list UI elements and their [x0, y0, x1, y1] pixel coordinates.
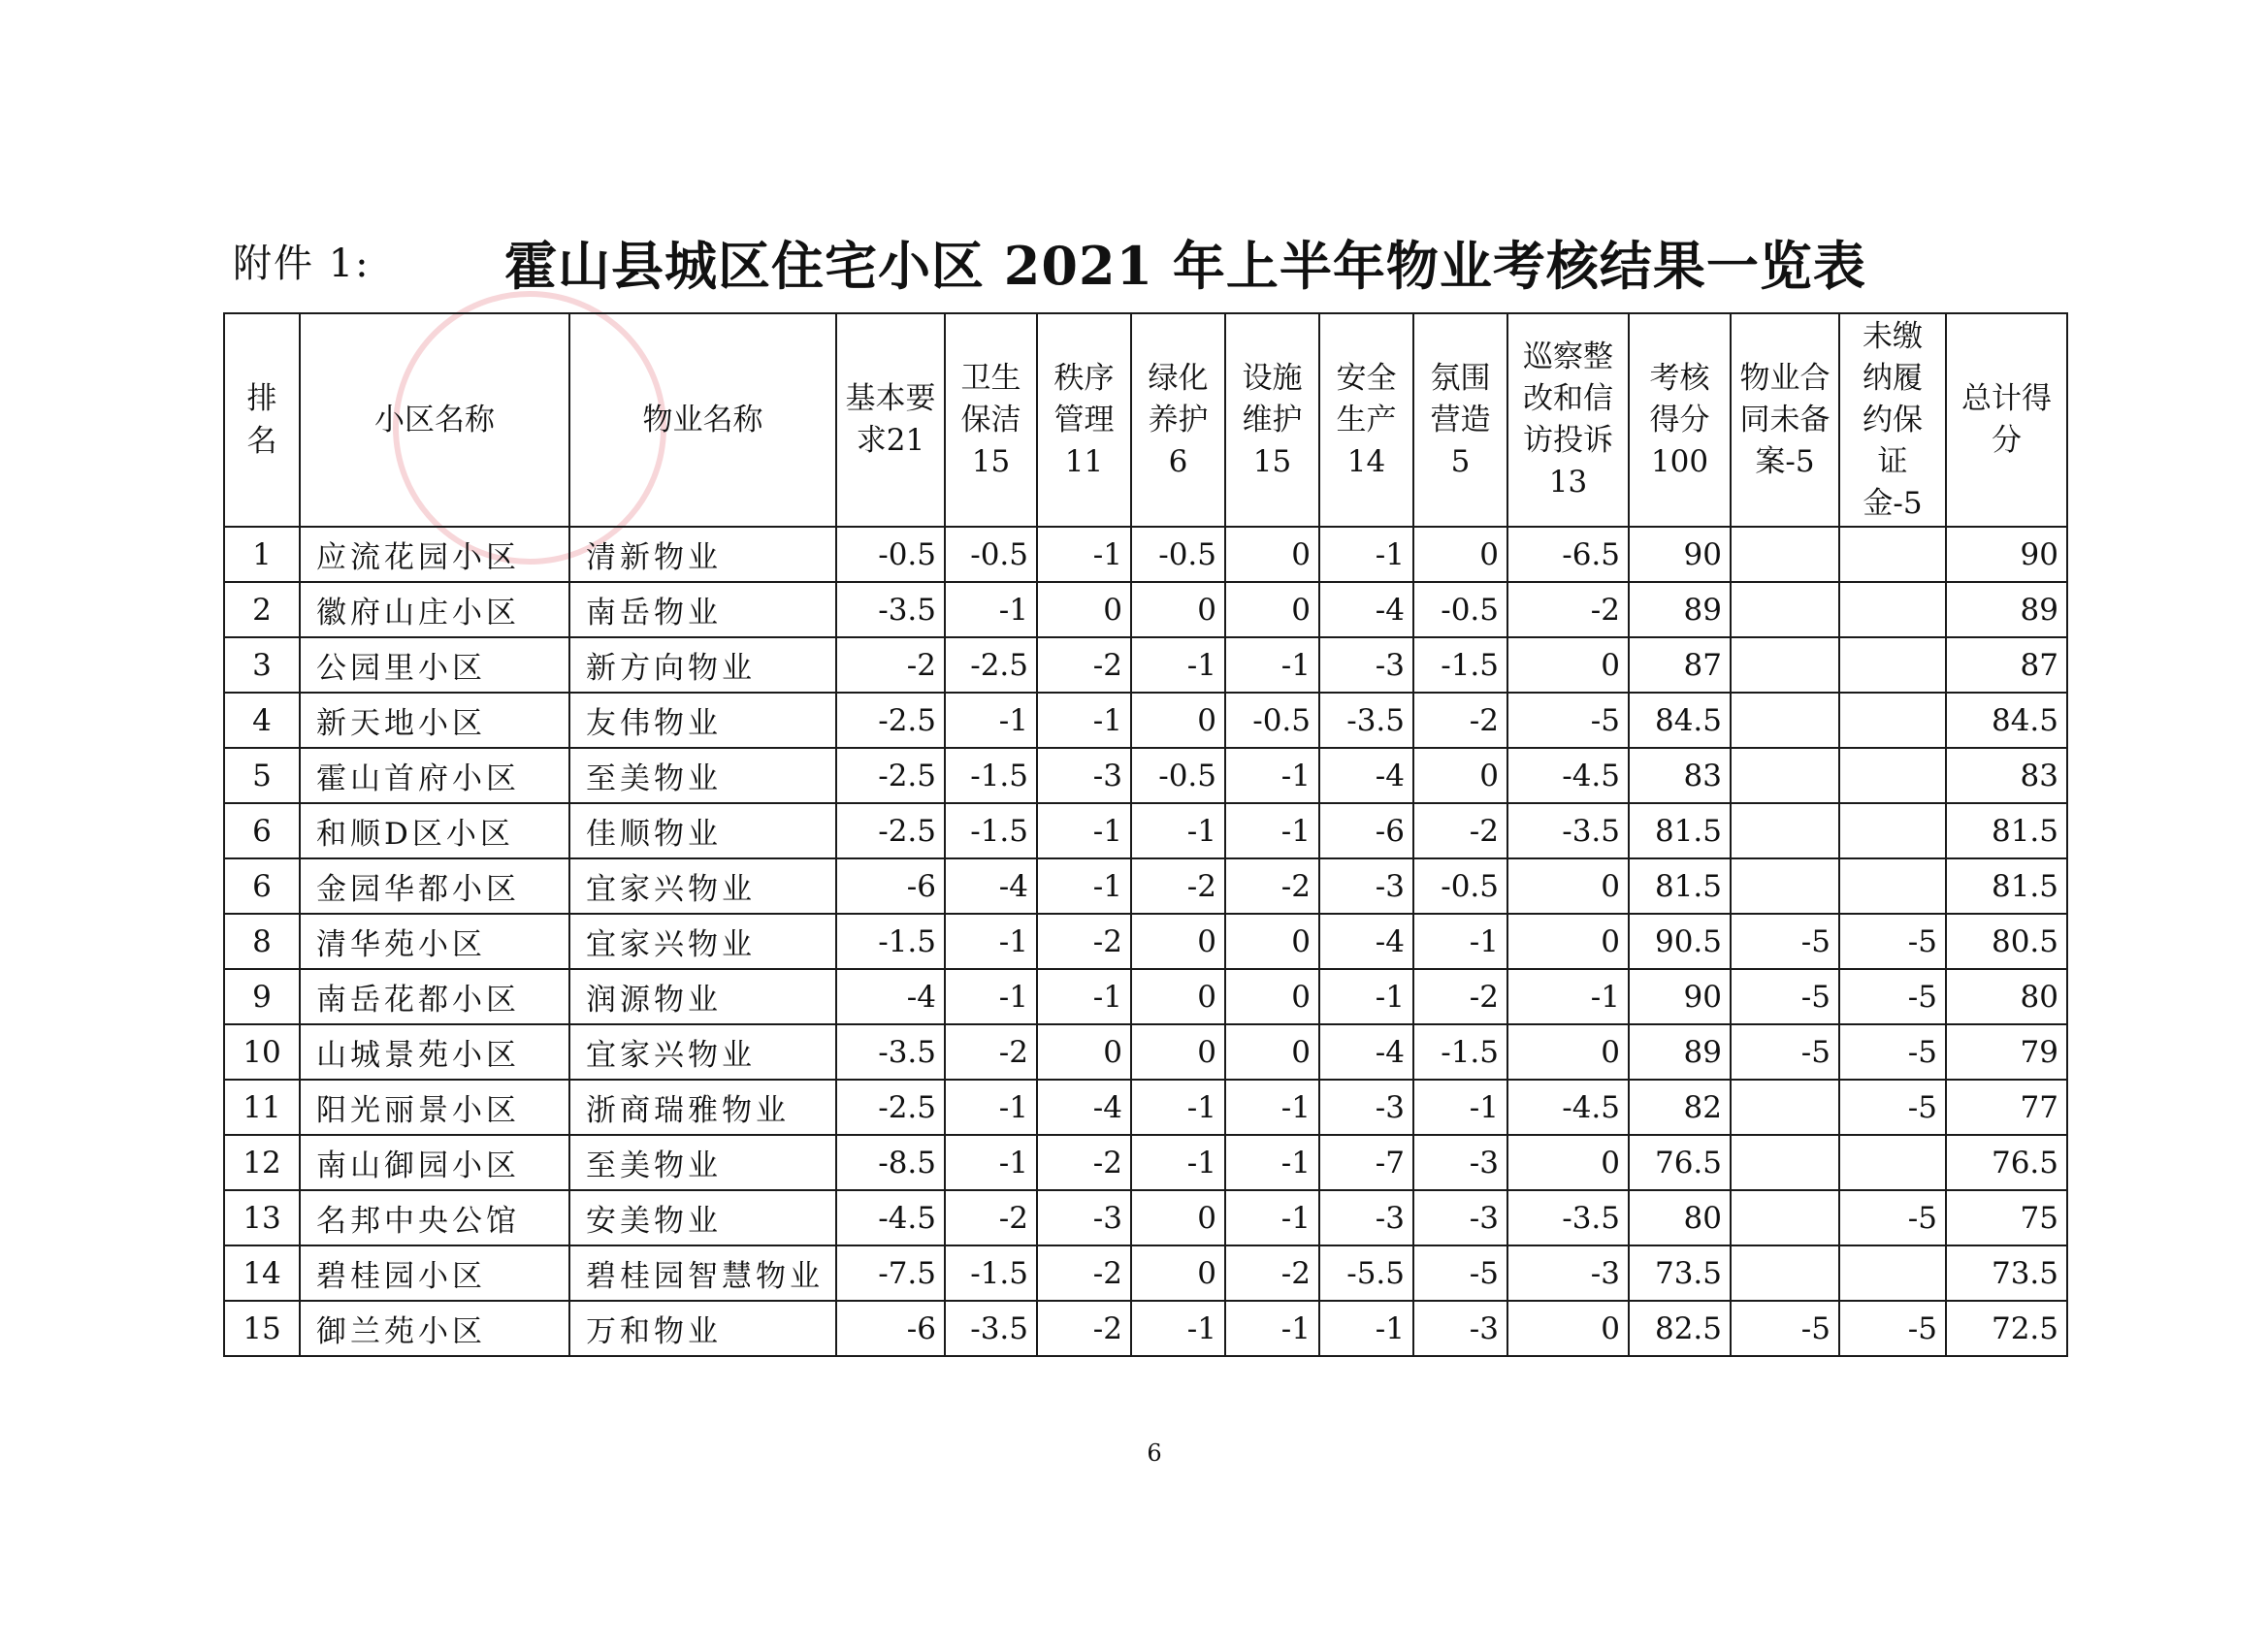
cell-basic: -6 [836, 858, 945, 914]
cell-atmosphere: -1.5 [1413, 637, 1507, 693]
cell-contract: -5 [1731, 914, 1839, 969]
cell-community: 金园华都小区 [300, 858, 569, 914]
cell-company: 南岳物业 [569, 582, 836, 637]
col-header-greening: 绿化养护6 [1131, 313, 1225, 527]
cell-safety: -4 [1319, 914, 1413, 969]
cell-total: 90 [1946, 527, 2067, 582]
page-number: 6 [1147, 1439, 1162, 1467]
cell-basic: -7.5 [836, 1245, 945, 1301]
cell-assessment: 90.5 [1629, 914, 1731, 969]
cell-order: -1 [1037, 969, 1131, 1024]
cell-order: -2 [1037, 914, 1131, 969]
cell-inspection: -2 [1507, 582, 1629, 637]
cell-total: 81.5 [1946, 803, 2067, 858]
cell-order: -3 [1037, 748, 1131, 803]
cell-basic: -2.5 [836, 693, 945, 748]
cell-atmosphere: 0 [1413, 748, 1507, 803]
cell-hygiene: -3.5 [945, 1301, 1037, 1356]
cell-total: 84.5 [1946, 693, 2067, 748]
cell-order: -2 [1037, 637, 1131, 693]
cell-greening: 0 [1131, 582, 1225, 637]
cell-contract [1731, 693, 1839, 748]
cell-hygiene: -4 [945, 858, 1037, 914]
col-header-contract: 物业合同未备案-5 [1731, 313, 1839, 527]
cell-atmosphere: -2 [1413, 693, 1507, 748]
cell-company: 润源物业 [569, 969, 836, 1024]
cell-safety: -6 [1319, 803, 1413, 858]
cell-greening: -1 [1131, 1135, 1225, 1190]
cell-facility: 0 [1225, 969, 1319, 1024]
cell-atmosphere: -0.5 [1413, 858, 1507, 914]
cell-greening: 0 [1131, 1190, 1225, 1245]
cell-basic: -8.5 [836, 1135, 945, 1190]
cell-inspection: 0 [1507, 1301, 1629, 1356]
cell-rank: 8 [224, 914, 300, 969]
cell-contract [1731, 858, 1839, 914]
cell-assessment: 82.5 [1629, 1301, 1731, 1356]
cell-inspection: -4.5 [1507, 748, 1629, 803]
cell-facility: -1 [1225, 803, 1319, 858]
table-row [224, 748, 2067, 803]
cell-facility: 0 [1225, 527, 1319, 582]
cell-total: 79 [1946, 1024, 2067, 1080]
cell-total: 89 [1946, 582, 2067, 637]
cell-hygiene: -0.5 [945, 527, 1037, 582]
cell-facility: -1 [1225, 748, 1319, 803]
cell-contract [1731, 748, 1839, 803]
cell-assessment: 90 [1629, 527, 1731, 582]
cell-basic: -4 [836, 969, 945, 1024]
cell-hygiene: -1.5 [945, 803, 1037, 858]
cell-assessment: 73.5 [1629, 1245, 1731, 1301]
table-row [224, 1135, 2067, 1190]
cell-contract: -5 [1731, 969, 1839, 1024]
cell-greening: -1 [1131, 1301, 1225, 1356]
cell-deposit [1839, 1245, 1946, 1301]
table-header-row [224, 313, 2067, 527]
cell-rank: 5 [224, 748, 300, 803]
cell-basic: -3.5 [836, 1024, 945, 1080]
cell-deposit [1839, 858, 1946, 914]
cell-community: 霍山首府小区 [300, 748, 569, 803]
cell-hygiene: -1 [945, 1080, 1037, 1135]
cell-safety: -5.5 [1319, 1245, 1413, 1301]
cell-contract [1731, 1190, 1839, 1245]
cell-deposit: -5 [1839, 1301, 1946, 1356]
cell-total: 80.5 [1946, 914, 2067, 969]
cell-greening: -0.5 [1131, 527, 1225, 582]
cell-atmosphere: -2 [1413, 969, 1507, 1024]
cell-inspection: 0 [1507, 914, 1629, 969]
cell-atmosphere: -5 [1413, 1245, 1507, 1301]
cell-rank: 11 [224, 1080, 300, 1135]
cell-community: 南岳花都小区 [300, 969, 569, 1024]
cell-community: 山城景苑小区 [300, 1024, 569, 1080]
cell-community: 名邦中央公馆 [300, 1190, 569, 1245]
cell-total: 87 [1946, 637, 2067, 693]
cell-total: 83 [1946, 748, 2067, 803]
cell-facility: -1 [1225, 1301, 1319, 1356]
cell-total: 81.5 [1946, 858, 2067, 914]
cell-greening: -1 [1131, 803, 1225, 858]
cell-basic: -2.5 [836, 748, 945, 803]
cell-total: 72.5 [1946, 1301, 2067, 1356]
cell-community: 公园里小区 [300, 637, 569, 693]
col-header-assessment: 考核得分100 [1629, 313, 1731, 527]
cell-total: 80 [1946, 969, 2067, 1024]
cell-assessment: 87 [1629, 637, 1731, 693]
cell-hygiene: -2 [945, 1024, 1037, 1080]
table-row [224, 1080, 2067, 1135]
cell-company: 至美物业 [569, 748, 836, 803]
cell-facility: -2 [1225, 1245, 1319, 1301]
cell-inspection: 0 [1507, 1135, 1629, 1190]
col-header-community: 小区名称 [300, 313, 569, 527]
cell-rank: 6 [224, 858, 300, 914]
cell-facility: -1 [1225, 1190, 1319, 1245]
cell-inspection: 0 [1507, 1024, 1629, 1080]
cell-facility: -0.5 [1225, 693, 1319, 748]
cell-rank: 12 [224, 1135, 300, 1190]
cell-atmosphere: -2 [1413, 803, 1507, 858]
cell-atmosphere: -3 [1413, 1135, 1507, 1190]
col-header-atmosphere: 氛围营造5 [1413, 313, 1507, 527]
cell-community: 阳光丽景小区 [300, 1080, 569, 1135]
cell-atmosphere: -1.5 [1413, 1024, 1507, 1080]
cell-hygiene: -1 [945, 1135, 1037, 1190]
cell-greening: -1 [1131, 1080, 1225, 1135]
cell-company: 万和物业 [569, 1301, 836, 1356]
cell-inspection: -5 [1507, 693, 1629, 748]
cell-atmosphere: -0.5 [1413, 582, 1507, 637]
table-row [224, 1024, 2067, 1080]
cell-order: -1 [1037, 803, 1131, 858]
cell-rank: 13 [224, 1190, 300, 1245]
col-header-total: 总计得分 [1946, 313, 2067, 527]
cell-deposit [1839, 803, 1946, 858]
cell-facility: 0 [1225, 582, 1319, 637]
cell-rank: 15 [224, 1301, 300, 1356]
cell-basic: -1.5 [836, 914, 945, 969]
cell-rank: 4 [224, 693, 300, 748]
cell-greening: -0.5 [1131, 748, 1225, 803]
cell-community: 和顺D区小区 [300, 803, 569, 858]
cell-order: -3 [1037, 1190, 1131, 1245]
cell-atmosphere: -3 [1413, 1190, 1507, 1245]
cell-contract: -5 [1731, 1301, 1839, 1356]
table-row [224, 1190, 2067, 1245]
cell-hygiene: -1 [945, 914, 1037, 969]
cell-contract [1731, 1135, 1839, 1190]
table-row [224, 969, 2067, 1024]
cell-rank: 14 [224, 1245, 300, 1301]
cell-assessment: 83 [1629, 748, 1731, 803]
cell-company: 新方向物业 [569, 637, 836, 693]
cell-facility: -2 [1225, 858, 1319, 914]
cell-contract: -5 [1731, 1024, 1839, 1080]
cell-safety: -3 [1319, 1190, 1413, 1245]
cell-company: 友伟物业 [569, 693, 836, 748]
cell-hygiene: -2 [945, 1190, 1037, 1245]
cell-hygiene: -1 [945, 582, 1037, 637]
cell-order: -1 [1037, 858, 1131, 914]
cell-safety: -4 [1319, 1024, 1413, 1080]
cell-safety: -3.5 [1319, 693, 1413, 748]
cell-basic: -3.5 [836, 582, 945, 637]
col-header-order: 秩序管理11 [1037, 313, 1131, 527]
col-header-inspection: 巡察整改和信访投诉13 [1507, 313, 1629, 527]
cell-atmosphere: 0 [1413, 527, 1507, 582]
cell-assessment: 89 [1629, 582, 1731, 637]
cell-inspection: 0 [1507, 858, 1629, 914]
cell-hygiene: -1 [945, 969, 1037, 1024]
cell-basic: -0.5 [836, 527, 945, 582]
cell-hygiene: -1.5 [945, 1245, 1037, 1301]
col-header-deposit: 未缴纳履约保证金-5 [1839, 313, 1946, 527]
table-row [224, 1245, 2067, 1301]
table-row [224, 914, 2067, 969]
cell-deposit [1839, 527, 1946, 582]
cell-safety: -3 [1319, 858, 1413, 914]
cell-facility: -1 [1225, 1135, 1319, 1190]
cell-rank: 3 [224, 637, 300, 693]
cell-rank: 1 [224, 527, 300, 582]
cell-company: 宜家兴物业 [569, 858, 836, 914]
cell-greening: -2 [1131, 858, 1225, 914]
cell-company: 浙商瑞雅物业 [569, 1080, 836, 1135]
cell-assessment: 81.5 [1629, 858, 1731, 914]
cell-deposit: -5 [1839, 1024, 1946, 1080]
cell-facility: -1 [1225, 637, 1319, 693]
cell-deposit: -5 [1839, 914, 1946, 969]
cell-assessment: 90 [1629, 969, 1731, 1024]
cell-community: 碧桂园小区 [300, 1245, 569, 1301]
cell-company: 碧桂园智慧物业 [569, 1245, 836, 1301]
cell-order: -4 [1037, 1080, 1131, 1135]
cell-inspection: -1 [1507, 969, 1629, 1024]
cell-assessment: 76.5 [1629, 1135, 1731, 1190]
cell-order: -2 [1037, 1135, 1131, 1190]
cell-inspection: -3.5 [1507, 803, 1629, 858]
cell-deposit [1839, 748, 1946, 803]
cell-inspection: -6.5 [1507, 527, 1629, 582]
cell-basic: -2.5 [836, 1080, 945, 1135]
cell-safety: -1 [1319, 1301, 1413, 1356]
col-header-basic: 基本要求21 [836, 313, 945, 527]
cell-hygiene: -2.5 [945, 637, 1037, 693]
cell-community: 御兰苑小区 [300, 1301, 569, 1356]
cell-order: -2 [1037, 1245, 1131, 1301]
cell-deposit: -5 [1839, 969, 1946, 1024]
cell-inspection: -4.5 [1507, 1080, 1629, 1135]
cell-order: -1 [1037, 527, 1131, 582]
cell-assessment: 82 [1629, 1080, 1731, 1135]
table-row [224, 527, 2067, 582]
table-row [224, 582, 2067, 637]
cell-basic: -2 [836, 637, 945, 693]
cell-assessment: 84.5 [1629, 693, 1731, 748]
cell-contract [1731, 527, 1839, 582]
cell-basic: -2.5 [836, 803, 945, 858]
cell-contract [1731, 803, 1839, 858]
col-header-safety: 安全生产14 [1319, 313, 1413, 527]
cell-community: 应流花园小区 [300, 527, 569, 582]
cell-safety: -3 [1319, 637, 1413, 693]
page-title: 霍山县城区住宅小区 2021 年上半年物业考核结果一览表 [504, 235, 1866, 297]
table-row [224, 693, 2067, 748]
table-row [224, 637, 2067, 693]
cell-greening: 0 [1131, 1024, 1225, 1080]
cell-hygiene: -1 [945, 693, 1037, 748]
cell-basic: -4.5 [836, 1190, 945, 1245]
cell-safety: -3 [1319, 1080, 1413, 1135]
cell-atmosphere: -1 [1413, 1080, 1507, 1135]
cell-inspection: 0 [1507, 637, 1629, 693]
cell-contract [1731, 637, 1839, 693]
cell-company: 佳顺物业 [569, 803, 836, 858]
assessment-results-table [223, 312, 2068, 1357]
table-row [224, 803, 2067, 858]
cell-hygiene: -1.5 [945, 748, 1037, 803]
cell-greening: 0 [1131, 969, 1225, 1024]
cell-safety: -1 [1319, 527, 1413, 582]
cell-facility: 0 [1225, 1024, 1319, 1080]
cell-total: 75 [1946, 1190, 2067, 1245]
cell-contract [1731, 1245, 1839, 1301]
cell-safety: -1 [1319, 969, 1413, 1024]
cell-order: 0 [1037, 1024, 1131, 1080]
cell-company: 至美物业 [569, 1135, 836, 1190]
cell-order: -2 [1037, 1301, 1131, 1356]
table-row [224, 1301, 2067, 1356]
cell-deposit [1839, 693, 1946, 748]
table-row [224, 858, 2067, 914]
cell-community: 新天地小区 [300, 693, 569, 748]
col-header-company: 物业名称 [569, 313, 836, 527]
col-header-rank: 排名 [224, 313, 300, 527]
cell-total: 76.5 [1946, 1135, 2067, 1190]
cell-atmosphere: -1 [1413, 914, 1507, 969]
cell-inspection: -3 [1507, 1245, 1629, 1301]
cell-greening: 0 [1131, 1245, 1225, 1301]
cell-safety: -7 [1319, 1135, 1413, 1190]
cell-basic: -6 [836, 1301, 945, 1356]
cell-company: 清新物业 [569, 527, 836, 582]
cell-contract [1731, 582, 1839, 637]
col-header-facility: 设施维护15 [1225, 313, 1319, 527]
cell-company: 宜家兴物业 [569, 1024, 836, 1080]
cell-deposit: -5 [1839, 1080, 1946, 1135]
cell-greening: -1 [1131, 637, 1225, 693]
cell-rank: 2 [224, 582, 300, 637]
cell-deposit [1839, 582, 1946, 637]
cell-community: 徽府山庄小区 [300, 582, 569, 637]
cell-safety: -4 [1319, 748, 1413, 803]
cell-assessment: 81.5 [1629, 803, 1731, 858]
cell-facility: 0 [1225, 914, 1319, 969]
cell-total: 77 [1946, 1080, 2067, 1135]
cell-assessment: 89 [1629, 1024, 1731, 1080]
cell-total: 73.5 [1946, 1245, 2067, 1301]
cell-deposit [1839, 1135, 1946, 1190]
cell-safety: -4 [1319, 582, 1413, 637]
cell-community: 南山御园小区 [300, 1135, 569, 1190]
col-header-hygiene: 卫生保洁15 [945, 313, 1037, 527]
cell-company: 宜家兴物业 [569, 914, 836, 969]
cell-facility: -1 [1225, 1080, 1319, 1135]
cell-assessment: 80 [1629, 1190, 1731, 1245]
cell-rank: 10 [224, 1024, 300, 1080]
attachment-label: 附件 1: [233, 242, 371, 286]
cell-community: 清华苑小区 [300, 914, 569, 969]
cell-rank: 6 [224, 803, 300, 858]
cell-greening: 0 [1131, 914, 1225, 969]
cell-atmosphere: -3 [1413, 1301, 1507, 1356]
cell-inspection: -3.5 [1507, 1190, 1629, 1245]
cell-rank: 9 [224, 969, 300, 1024]
cell-greening: 0 [1131, 693, 1225, 748]
cell-order: -1 [1037, 693, 1131, 748]
cell-contract [1731, 1080, 1839, 1135]
cell-deposit [1839, 637, 1946, 693]
cell-company: 安美物业 [569, 1190, 836, 1245]
cell-order: 0 [1037, 582, 1131, 637]
cell-deposit: -5 [1839, 1190, 1946, 1245]
